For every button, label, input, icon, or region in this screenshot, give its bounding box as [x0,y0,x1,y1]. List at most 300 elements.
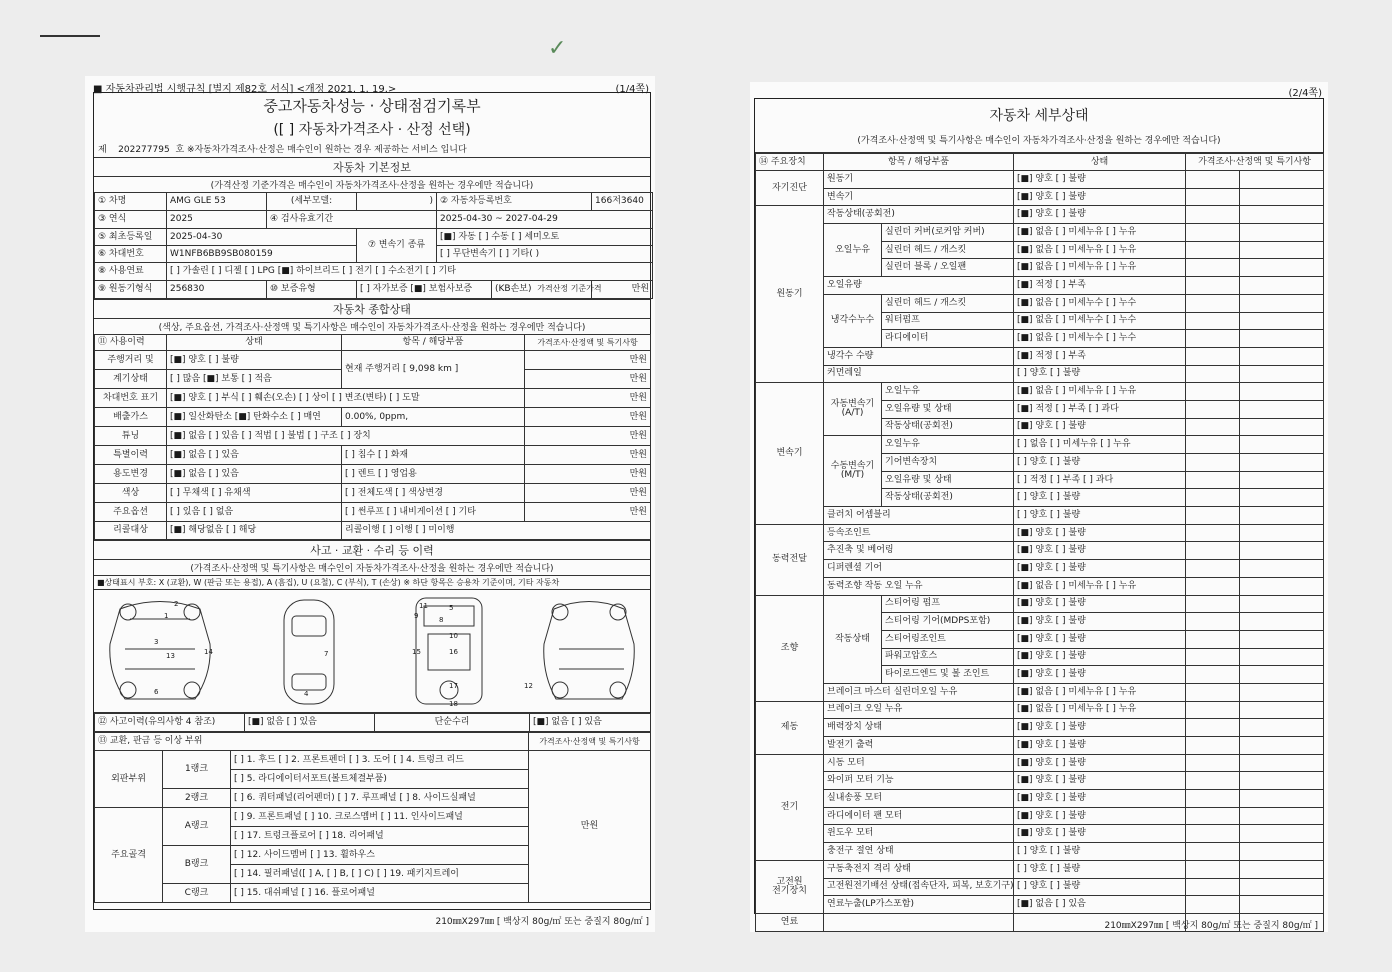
fuel-label: ⑧ 사용연료 [95,263,167,281]
row-price: 만원 [525,446,651,465]
paper-spec: 210㎜X297㎜ [ 백상지 80g/㎡ 또는 중질지 80g/㎡ ] [435,917,649,927]
price-cell [1186,436,1240,454]
row-price: 만원 [525,484,651,503]
reg-no-label: ② 자동차등록번호 [437,193,592,211]
reg-no: 166저3640 [592,193,653,211]
price-cell [1186,701,1240,719]
note-cell [1240,701,1324,719]
detail-item-name: 냉각수 수량 [824,347,1014,365]
row-label: 리콜대상 [95,522,167,540]
note-cell [1240,171,1324,189]
price-cell [1186,737,1240,755]
diagram-part-number: 4 [304,690,309,698]
detail-item-name: 파워고압호스 [882,648,1014,666]
note-cell [1240,312,1324,330]
basic-info-note: (가격산정 기준가격은 매수인이 자동차가격조사·산정을 원하는 경우에만 적습니다) [210,181,534,191]
price-cell [1186,843,1240,861]
rank1-items-b: [ ] 5. 라디에이터서포트(볼트체결부품) [231,770,529,789]
detail-item-name: 오일유량 및 상태 [882,400,1014,418]
detail-item-state: [■] 없음 [ ] 미세누수 [ ] 누수 [1014,312,1186,330]
insurer [492,281,602,299]
rankC-items: [ ] 15. 대쉬패널 [ ] 16. 플로어패널 [231,884,529,903]
note-cell [1240,560,1324,578]
detail-item-state: [ ] 양호 [ ] 불량 [1014,878,1186,896]
item-header: 항목 / 해당부품 [342,335,525,351]
note-cell [1240,347,1324,365]
row-price: 만원 [525,465,651,484]
detail-item-state: [ ] 양호 [ ] 불량 [1014,489,1186,507]
diagram-part-number: 1 [164,612,169,620]
state-header: 상태 [1014,154,1186,171]
note-cell [1240,524,1324,542]
note-cell [1240,259,1324,277]
detail-item-state: [ ] 없음 [ ] 미세누유 [ ] 누유 [1014,436,1186,454]
note-cell [1240,241,1324,259]
note-cell [1240,400,1324,418]
note-cell [1240,825,1324,843]
status-legend: ■상태표시 부호: X (교환), W (판금 또는 용접), A (흠집), U (요철), C (부식), T (손상) ※ 하단 항목은 승용차 기준이며, 기타 자동차 [94,575,650,590]
exchange-table [94,732,651,903]
row-price: 만원 [525,389,651,408]
note-cell [1240,188,1324,206]
detail-item-state: [■] 양호 [ ] 불량 [1014,524,1186,542]
price-cell [1186,489,1240,507]
note-cell [1240,383,1324,401]
rank2-items: [ ] 6. 쿼터패널(리어펜더) [ ] 7. 루프패널 [ ] 8. 사이드실패널 [231,789,529,808]
diagram-part-number: 14 [204,648,213,656]
price-cell [1186,613,1240,631]
detail-item-name: 추진축 및 베어링 [824,542,1014,560]
exchange-price-header: 가격조사·산정액 및 특기사항 [529,733,651,751]
car-left-side-diagram [100,594,220,708]
price-cell [1186,772,1240,790]
price-cell [1186,878,1240,896]
price-cell [1186,896,1240,914]
row-price: 만원 [525,408,651,427]
detail-item-state: [ ] 양호 [ ] 불량 [1014,454,1186,472]
rankA-items-b: [ ] 17. 트렁크플로어 [ ] 18. 리어패널 [231,827,529,846]
note-cell [1240,330,1324,348]
detail-item-state: [■] 양호 [ ] 불량 [1014,188,1186,206]
first-reg: 2025-04-30 [167,229,357,246]
price-cell [1186,347,1240,365]
form-title: 중고자동차성능 · 상태점검기록부 [263,97,481,115]
price-cell [1186,330,1240,348]
diagram-part-number: 12 [524,682,533,690]
price-cell [1186,542,1240,560]
device-header: ⑭ 주요장치 [756,154,824,171]
law-reference: ■ 자동차관리법 시행규칙 [별지 제82호 서식] <개정 2021. 1. 19.> [93,84,397,95]
row-state: [■] 없음 [ ] 있음 [ ] 적법 [ ] 불법 [ ] 구조 [ ] 장치 [167,427,525,446]
rankB-items-a: [ ] 12. 사이드멤버 [ ] 13. 휠하우스 [231,846,529,865]
overall-title: 자동차 종합상태 [94,299,650,319]
vin-label: ⑥ 차대번호 [95,246,167,263]
detail-item-name: 실린더 헤드 / 개스킷 [882,294,1014,312]
note-cell [1240,613,1324,631]
detail-item-state: [■] 양호 [ ] 불량 [1014,595,1186,613]
check-icon: ✓ [548,36,567,61]
row-label: 배출가스 [95,408,167,427]
engine-label: ⑨ 원동기형식 [95,281,167,299]
row-label: 차대번호 표기 [95,389,167,408]
exchange-won: 만원 [529,751,651,903]
paper-spec: 210㎜X297㎜ [ 백상지 80g/㎡ 또는 중질지 80g/㎡ ] [1104,921,1318,931]
row-label: 용도변경 [95,465,167,484]
detail-title: 자동차 세부상태 [989,108,1089,124]
detail-table [755,153,1324,932]
detail-item-state: [■] 양호 [ ] 불량 [1014,790,1186,808]
cert-number: 202277795 [118,145,170,155]
note-cell [1240,754,1324,772]
diagram-part-number: 11 [419,602,428,610]
detail-item-name: 워터펌프 [882,312,1014,330]
page-1 [85,76,655,932]
price-cell [1186,277,1240,295]
outer-panel-label: 외판부위 [95,751,163,808]
diagram-part-number: 3 [154,638,159,646]
price-basis-label: 가격산정 기준가격 [537,284,602,293]
detail-item-state: [■] 양호 [ ] 불량 [1014,171,1186,189]
price-cell [1186,666,1240,684]
basic-info-table [94,192,653,299]
note-cell [1240,436,1324,454]
detail-item-name: 변속기 [824,188,1014,206]
valid-period: 2025-04-30 ~ 2027-04-29 [437,211,653,229]
simple-repair-label: 단순수리 [375,714,530,732]
rankA-label: A랭크 [163,808,231,846]
device-group-label: 고전원 전기장치 [756,860,824,913]
overall-note: (색상, 주요옵션, 가격조사·산정액 및 특기사항은 매수인이 자동차가격조사·산정을 원하는 경우에만 적습니다) [158,323,586,333]
price-cell [1186,224,1240,242]
detail-item-name: 브레이크 오일 누유 [824,701,1014,719]
detail-item-name: 동력조향 작동 오일 누유 [824,577,1014,595]
diagram-part-number: 8 [439,616,444,624]
diagram-part-number: 13 [166,652,175,660]
note-cell [1240,878,1324,896]
rank2-label: 2랭크 [163,789,231,808]
device-group-label: 원동기 [756,206,824,383]
detail-item-state: [■] 양호 [ ] 불량 [1014,719,1186,737]
note-cell [1240,860,1324,878]
accident-table [94,713,651,732]
car-name: AMG GLE 53 [167,193,267,211]
detail-item-name: 등속조인트 [824,524,1014,542]
detail-item-state: [■] 양호 [ ] 불량 [1014,648,1186,666]
note-cell [1240,772,1324,790]
scan-mark [40,35,100,37]
vin: W1NFB6BB9SB080159 [167,246,357,263]
price-cell [1186,560,1240,578]
trans-options-1: [■] 자동 [ ] 수동 [ ] 세미오토 [437,229,653,246]
accident-title: 사고 · 교환 · 수리 등 이력 [94,540,650,560]
rankC-label: C랭크 [163,884,231,903]
detail-item-name: 작동상태(공회전) [882,489,1014,507]
detail-item-name: 작동상태(공회전) [824,206,1014,224]
row-label: 특별이력 [95,446,167,465]
device-group-label: 자기진단 [756,171,824,206]
price-cell [1186,860,1240,878]
note-cell [1240,277,1324,295]
detail-item-state: [■] 양호 [ ] 불량 [1014,206,1186,224]
detail-item-state: [■] 양호 [ ] 불량 [1014,825,1186,843]
detail-item-state: [■] 적정 [ ] 부족 [1014,347,1186,365]
detail-model-close: ) [357,193,437,211]
price-cell [1186,241,1240,259]
note-cell [1240,542,1324,560]
year-label: ③ 연식 [95,211,167,229]
detail-item-name: 원동기 [824,171,1014,189]
price-cell [1186,206,1240,224]
price-cell [1186,630,1240,648]
car-name-label: ① 차명 [95,193,167,211]
device-group-label: 제동 [756,701,824,754]
insurer-name: (KB손보) [495,284,532,294]
detail-item-name: 스티어링조인트 [882,630,1014,648]
page-2 [750,82,1328,932]
row-label: 주요옵션 [95,503,167,522]
device-group-label: 조향 [756,595,824,701]
row-item: [ ] 침수 [ ] 화재 [342,446,525,465]
detail-item-state: [■] 없음 [ ] 미세누유 [ ] 누유 [1014,577,1186,595]
detail-item-name: 라디에이터 [882,330,1014,348]
odometer-cell [342,351,525,389]
row-label: 튜닝 [95,427,167,446]
price-basis-won: 만원 [592,281,653,299]
detail-item-state: [■] 양호 [ ] 불량 [1014,630,1186,648]
sub-group-label: 오일누유 [824,224,882,277]
warranty-label: ⑩ 보증유형 [267,281,357,299]
detail-item-name: 브레이크 마스터 실린더오일 누유 [824,683,1014,701]
diagram-part-number: 5 [449,604,454,612]
row-item: 리콜이행 [ ] 이행 [ ] 미이행 [342,522,651,540]
detail-item-state: [■] 양호 [ ] 불량 [1014,807,1186,825]
detail-item-state: [■] 양호 [ ] 불량 [1014,418,1186,436]
odometer-value: 9,098 km [409,364,452,374]
detail-item-name: 클러치 어셈블리 [824,507,1014,525]
row-state: [ ] 있음 [ ] 없음 [167,503,342,522]
note-cell [1240,807,1324,825]
note-cell [1240,737,1324,755]
detail-item-name: 오일유량 및 상태 [882,471,1014,489]
price-cell [1186,294,1240,312]
detail-item-state: [■] 양호 [ ] 불량 [1014,542,1186,560]
detail-item-state: [ ] 양호 [ ] 불량 [1014,507,1186,525]
car-diagrams [94,590,650,713]
detail-item-state: [■] 양호 [ ] 불량 [1014,560,1186,578]
note-cell [1240,648,1324,666]
detail-item-name: 고전원전기배선 상태(접속단자, 피복, 보호기구) [824,878,1014,896]
odometer-label: 현재 주행거리 [ [345,364,407,374]
detail-item-state: [■] 없음 [ ] 미세누수 [ ] 누수 [1014,330,1186,348]
note-cell [1240,719,1324,737]
detail-item-state: [■] 없음 [ ] 미세누유 [ ] 누유 [1014,224,1186,242]
row-label: 색상 [95,484,167,503]
diagram-part-number: 2 [174,600,179,608]
detail-item-name: 윈도우 모터 [824,825,1014,843]
row-item: [ ] 렌트 [ ] 영업용 [342,465,525,484]
diagram-part-number: 17 [449,682,458,690]
price-cell [1186,188,1240,206]
detail-item-state: [■] 적정 [ ] 부족 [1014,277,1186,295]
detail-item-name [824,913,1014,931]
note-cell [1240,454,1324,472]
detail-item-name: 기어변속장치 [882,454,1014,472]
usage-header: ⑪ 사용이력 [95,335,167,351]
row-label: 주행거리 및 [95,351,167,370]
price-cell [1186,577,1240,595]
price-cell [1186,595,1240,613]
detail-item-name: 실내송풍 모터 [824,790,1014,808]
note-cell [1240,577,1324,595]
price-cell [1186,365,1240,383]
form-frame [93,92,651,910]
price-cell [1186,825,1240,843]
detail-item-state: [ ] 양호 [ ] 불량 [1014,860,1186,878]
overall-table [94,334,651,540]
price-cell [1186,790,1240,808]
rankB-items-b: [ ] 14. 필러패널([ ] A, [ ] B, [ ] C) [ ] 19. 패키지트레이 [231,865,529,884]
rank1-label: 1랭크 [163,751,231,789]
detail-item-state: [■] 양호 [ ] 불량 [1014,737,1186,755]
diagram-part-number: 10 [449,632,458,640]
price-cell [1186,383,1240,401]
detail-item-state: [ ] 양호 [ ] 불량 [1014,365,1186,383]
price-cell [1186,719,1240,737]
detail-item-name: 오일유량 [824,277,1014,295]
row-state: [■] 없음 [ ] 있음 [167,446,342,465]
trans-options-2: [ ] 무단변속기 [ ] 기타( ) [437,246,653,263]
diagram-part-number: 6 [154,688,159,696]
price-cell [1186,454,1240,472]
diagram-part-number: 9 [414,612,419,620]
page-number: (1/4쪽) [615,84,649,95]
year: 2025 [167,211,267,229]
item-header: 항목 / 해당부품 [824,154,1014,171]
price-cell [1186,507,1240,525]
car-top-diagram [254,594,364,708]
detail-item-name: 디퍼렌셜 기어 [824,560,1014,578]
note-cell [1240,630,1324,648]
detail-item-state: [■] 양호 [ ] 불량 [1014,666,1186,684]
accident-note: (가격조사·산정액 및 특기사항은 매수인이 자동차가격조사·산정을 원하는 경우에만 적습니다) [190,564,554,574]
price-header: 가격조사·산정액 및 특기사항 [1186,154,1324,171]
device-group-label: 연료 [756,913,824,931]
price-cell [1186,648,1240,666]
sub-group-label: 자동변속기 (A/T) [824,383,882,436]
device-group-label: 변속기 [756,383,824,525]
frame-label: 주요골격 [95,808,163,903]
detail-item-name: 오일누유 [882,383,1014,401]
form-subtitle: ([ ] 자동차가격조사 · 산정 선택) [273,122,471,138]
detail-item-name: 오일누유 [882,436,1014,454]
detail-item-state: [■] 없음 [ ] 미세누유 [ ] 누유 [1014,701,1186,719]
detail-item-name: 구동축전지 격리 상태 [824,860,1014,878]
valid-label: ④ 검사유효기간 [267,211,437,229]
price-cell [1186,754,1240,772]
row-state: [■] 없음 [ ] 있음 [167,465,342,484]
note-cell [1240,507,1324,525]
accident-label: ⑫ 사고이력(유의사항 4 참조) [95,714,245,732]
price-cell [1186,807,1240,825]
row-price: 만원 [525,427,651,446]
price-cell [1186,524,1240,542]
price-cell [1186,471,1240,489]
row-price: 만원 [525,503,651,522]
detail-item-name: 실린더 헤드 / 개스킷 [882,241,1014,259]
price-cell [1186,312,1240,330]
device-group-label: 동력전달 [756,524,824,595]
note-cell [1240,365,1324,383]
note-cell [1240,224,1324,242]
note-cell [1240,595,1324,613]
detail-item-name: 실린더 블록 / 오일팬 [882,259,1014,277]
row-label: 계기상태 [95,370,167,389]
detail-item-name: 커먼레일 [824,365,1014,383]
detail-item-state: [■] 없음 [ ] 있음 [1014,896,1186,914]
detail-item-state: [ ] 양호 [ ] 불량 [1014,843,1186,861]
rank1-items-a: [ ] 1. 후드 [ ] 2. 프론트펜더 [ ] 3. 도어 [ ] 4. 트렁크 리드 [231,751,529,770]
row-state: [■] 양호 [ ] 부식 [ ] 훼손(오손) [ ] 상이 [ ] 변조(변타) [ ] 도말 [167,389,525,408]
simple-repair-value: [■] 없음 [ ] 있음 [530,714,651,732]
detail-item-state: [■] 없음 [ ] 미세누수 [ ] 누수 [1014,294,1186,312]
diagram-part-number: 7 [324,650,329,658]
diagram-part-number: 15 [412,648,421,656]
row-item: [ ] 전체도색 [ ] 색상변경 [342,484,525,503]
price-cell [1186,171,1240,189]
row-state: [■] 해당없음 [ ] 해당 [167,522,342,540]
exchange-label: ⑬ 교환, 판금 등 이상 부위 [95,733,529,751]
car-right-side-diagram [534,594,644,708]
detail-item-name: 실린더 커버(로커암 커버) [882,224,1014,242]
detail-item-name: 충전구 절연 상태 [824,843,1014,861]
warranty-options: [ ] 자가보증 [■] 보험사보증 [357,281,492,299]
detail-item-state: [■] 적정 [ ] 부족 [ ] 과다 [1014,400,1186,418]
note-cell [1240,471,1324,489]
odometer-close: ] [454,364,459,374]
fuel-options: [ ] 가솔린 [ ] 디젤 [ ] LPG [■] 하이브리드 [ ] 전기 [ ] 수소전기 [ ] 기타 [167,263,653,281]
row-state: [■] 양호 [ ] 불량 [167,351,342,370]
detail-item-name: 타이로드엔드 및 볼 조인트 [882,666,1014,684]
detail-item-state: [ ] 적정 [ ] 부족 [ ] 과다 [1014,471,1186,489]
trans-label: ⑦ 변속기 종류 [357,229,437,263]
note-cell [1240,666,1324,684]
detail-item-name: 배력장치 상태 [824,719,1014,737]
cert-text: 호 ※자동차가격조사·산정은 매수인이 원하는 경우 제공하는 서비스 입니다 [175,145,467,155]
row-state: [ ] 무채색 [ ] 유채색 [167,484,342,503]
note-cell [1240,206,1324,224]
diagram-part-number: 16 [449,648,458,656]
detail-item-name: 작동상태(공회전) [882,418,1014,436]
price-cell [1186,418,1240,436]
detail-item-name: 라디에이터 팬 모터 [824,807,1014,825]
detail-item-name: 스티어링 펌프 [882,595,1014,613]
row-state: [■] 일산화탄소 [■] 탄화수소 [ ] 매연 [167,408,342,427]
sub-group-label: 수동변속기 (M/T) [824,436,882,507]
note-cell [1240,683,1324,701]
note-cell [1240,489,1324,507]
detail-item-name: 발전기 출력 [824,737,1014,755]
cert-label: 제 [98,145,107,155]
detail-note: (가격조사·산정액 및 특기사항은 매수인이 자동차가격조사·산정을 원하는 경우에만 적습니다) [755,129,1323,153]
detail-item-name: 스티어링 기어(MDPS포함) [882,613,1014,631]
accident-value: [■] 없음 [ ] 있음 [245,714,375,732]
note-cell [1240,896,1324,914]
row-state: [ ] 많음 [■] 보통 [ ] 적음 [167,370,342,389]
detail-item-state: [■] 양호 [ ] 불량 [1014,613,1186,631]
detail-model-label: (세부모델: [267,193,357,211]
price-cell [1186,400,1240,418]
detail-item-name: 시동 모터 [824,754,1014,772]
